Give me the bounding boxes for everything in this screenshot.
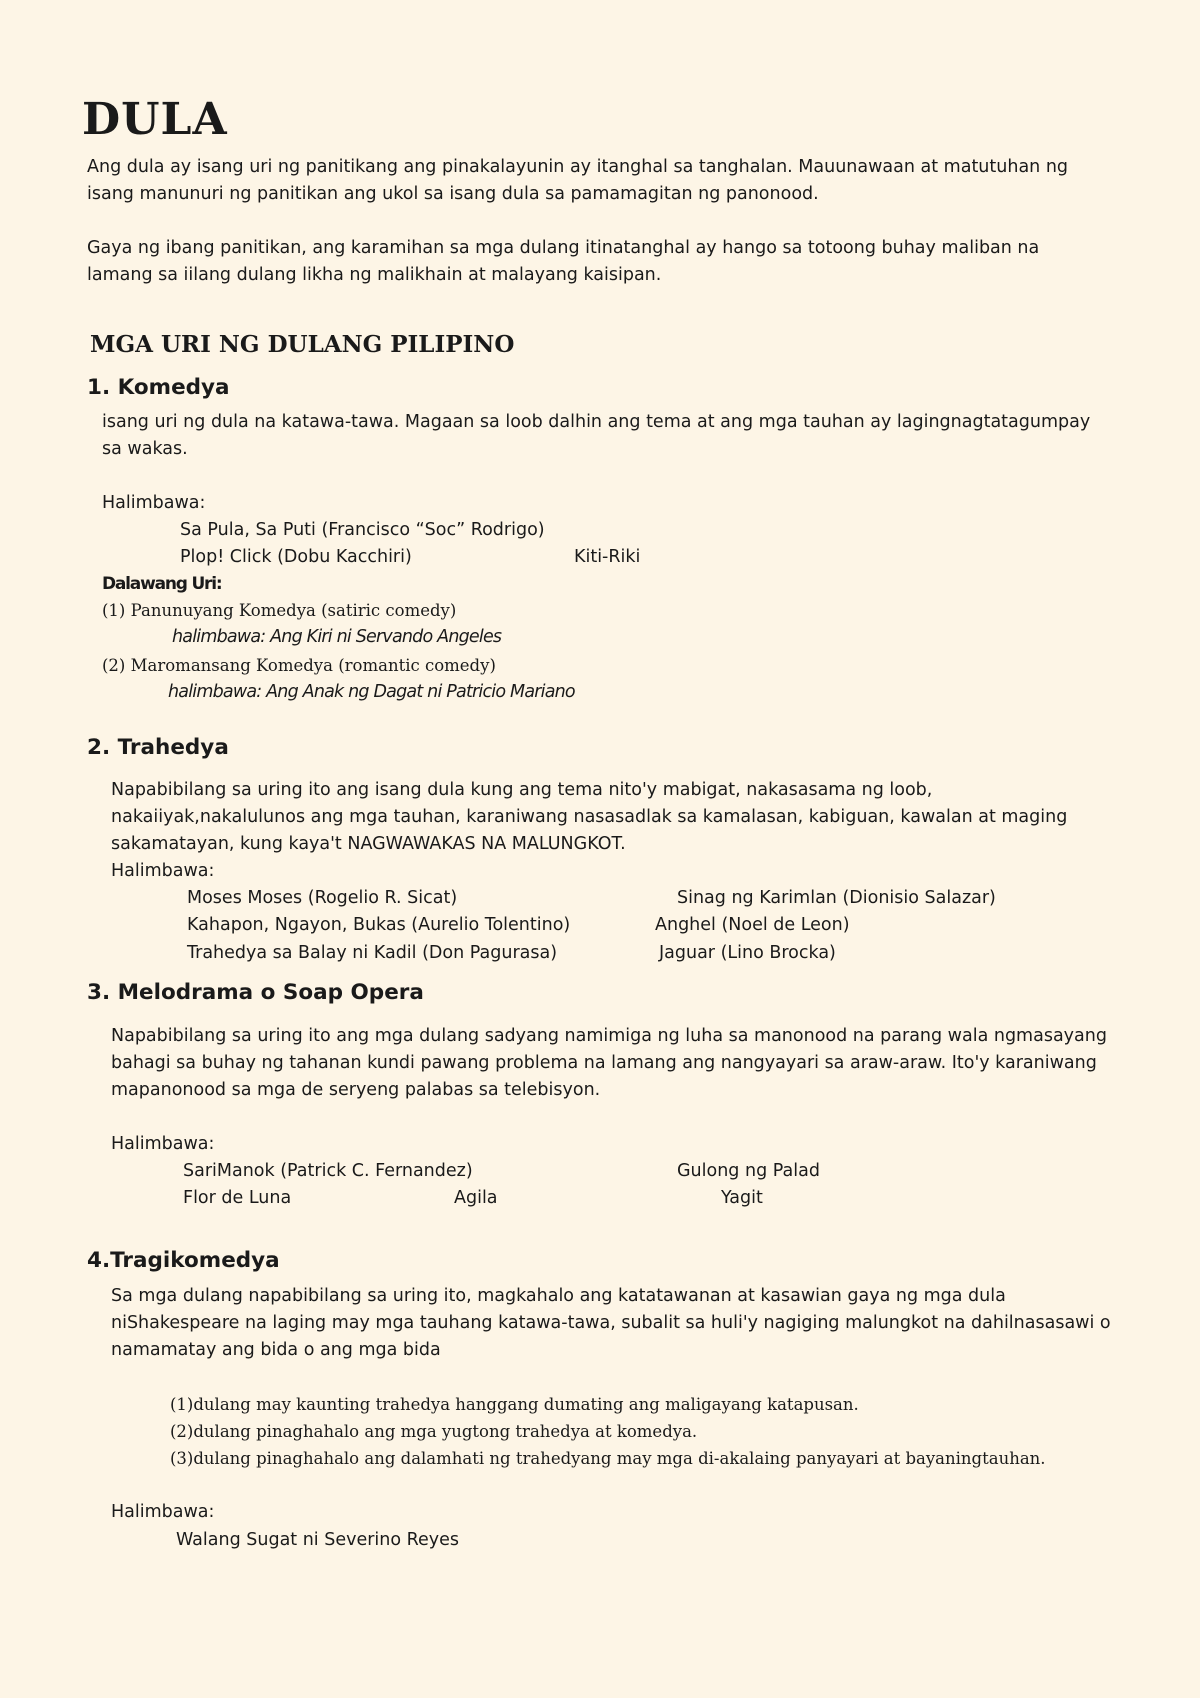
- trahedya-example-3: Kahapon, Ngayon, Bukas (Aurelio Tolentino): [187, 915, 571, 935]
- komedya-uri-1: (1) Panunuyang Komedya (satiric comedy): [102, 601, 457, 620]
- tragikomedya-halimbawa-label: Halimbawa:: [111, 1502, 215, 1522]
- tragikomedya-item-3: (3)dulang pinaghahalo ang dalamhati ng trahedyang may mga di-akalaing panyayari at bayaningtauhan.: [170, 1449, 1046, 1468]
- melodrama-description: Napabibilang sa uring ito ang mga dulang sadyang namimiga ng luha sa manonood na parang wala ngmasayang bahagi sa buhay ng tahanan kundi pawang problema na lamang ang nangyayari sa araw-araw. Ito'y karaniwang mapanonood sa mga de seryeng palabas sa telebisyon.: [111, 1026, 1107, 1100]
- komedya-uri-2-example: halimbawa: Ang Anak ng Dagat ni Patricio Mariano: [168, 682, 575, 702]
- trahedya-example-6: Jaguar (Lino Brocka): [659, 943, 836, 963]
- heading-trahedya: 2. Trahedya: [87, 735, 229, 760]
- melodrama-halimbawa-label: Halimbawa:: [111, 1134, 215, 1154]
- tragikomedya-item-2: (2)dulang pinaghahalo ang mga yugtong trahedya at komedya.: [170, 1422, 698, 1441]
- melodrama-example-5: Yagit: [721, 1188, 763, 1208]
- trahedya-example-1: Moses Moses (Rogelio R. Sicat): [187, 888, 458, 908]
- trahedya-example-4: Anghel (Noel de Leon): [655, 915, 850, 935]
- trahedya-example-5: Trahedya sa Balay ni Kadil (Don Pagurasa): [187, 943, 558, 963]
- trahedya-description: Napabibilang sa uring ito ang isang dula kung ang tema nito'y mabigat, nakasasama ng loob, nakaiiyak,nakalulunos ang mga tauhan, karaniwang nasasadlak sa kamalasan, kabiguan, kawalan at maging sakamatayan, kung kaya't NAGWAWAKAS NA MALUNGKOT.: [111, 780, 1068, 854]
- heading-komedya: 1. Komedya: [87, 375, 230, 400]
- komedya-example-2: Plop! Click (Dobu Kacchiri): [180, 547, 412, 567]
- komedya-example-1: Sa Pula, Sa Puti (Francisco “Soc” Rodrigo): [180, 520, 545, 540]
- komedya-halimbawa-label: Halimbawa:: [102, 493, 206, 513]
- tragikomedya-item-1: (1)dulang may kaunting trahedya hanggang dumating ang maligayang katapusan.: [170, 1395, 859, 1414]
- intro-paragraph-2: Gaya ng ibang panitikan, ang karamihan sa mga dulang itinatanghal ay hango sa totoong buhay maliban na lamang sa iilang dulang likha ng malikhain at malayang kaisipan.: [87, 238, 1040, 285]
- melodrama-example-2: Gulong ng Palad: [677, 1161, 820, 1181]
- dalawang-uri-label: Dalawang Uri:: [102, 574, 222, 594]
- komedya-description: isang uri ng dula na katawa-tawa. Magaan sa loob dalhin ang tema at ang mga tauhan ay lagingnagtatagumpay sa wakas.: [102, 412, 1091, 459]
- page-title: DULA: [82, 94, 228, 145]
- heading-tragikomedya: 4.Tragikomedya: [87, 1248, 280, 1273]
- melodrama-example-4: Agila: [454, 1188, 498, 1208]
- trahedya-example-2: Sinag ng Karimlan (Dionisio Salazar): [677, 888, 996, 908]
- section-subtitle: MGA URI NG DULANG PILIPINO: [90, 331, 515, 358]
- tragikomedya-example-1: Walang Sugat ni Severino Reyes: [176, 1530, 460, 1550]
- heading-melodrama: 3. Melodrama o Soap Opera: [87, 980, 424, 1005]
- tragikomedya-description: Sa mga dulang napabibilang sa uring ito, magkahalo ang katatawanan at kasawian gaya ng mga dula niShakespeare na laging may mga tauhang katawa-tawa, subalit sa huli'y nagiging malungkot na dahilnasasawi o namamatay ang bida o ang mga bida: [111, 1286, 1111, 1360]
- intro-paragraph-1: Ang dula ay isang uri ng panitikang ang pinakalayunin ay itanghal sa tanghalan. Mauunawaan at matutuhan ng isang manunuri ng panitikan ang ukol sa isang dula sa pamamagitan ng panonood.: [87, 157, 1069, 204]
- komedya-uri-1-example: halimbawa: Ang Kiri ni Servando Angeles: [172, 627, 502, 647]
- melodrama-example-3: Flor de Luna: [183, 1188, 292, 1208]
- komedya-example-3: Kiti-Riki: [574, 547, 641, 567]
- trahedya-halimbawa-label: Halimbawa:: [111, 861, 215, 881]
- melodrama-example-1: SariManok (Patrick C. Fernandez): [183, 1161, 473, 1181]
- komedya-uri-2: (2) Maromansang Komedya (romantic comedy): [102, 656, 496, 675]
